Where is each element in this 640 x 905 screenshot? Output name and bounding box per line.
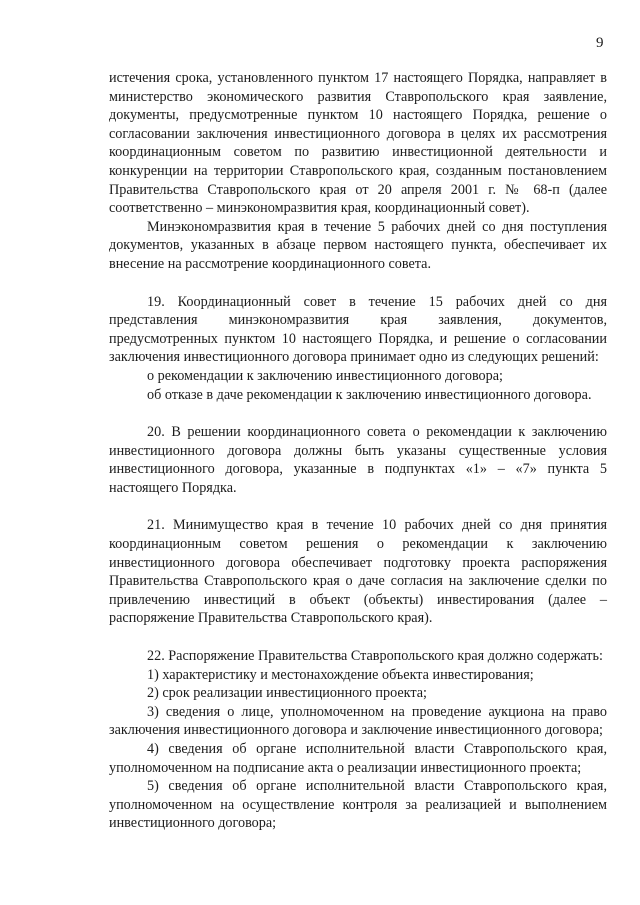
paragraph-item-19: 19. Координационный совет в течение 15 рабочих дней со дня представления минэкономразвития края заявления, документов, предусмотренных пунктом 10 настоящего Порядка, и решение о согласовании заключения инвестиционного договора принимает одно из следующих решений: <box>109 293 607 366</box>
paragraph-option: об отказе в даче рекомендации к заключению инвестиционного договора. <box>147 386 592 403</box>
list-item: 1) характеристику и местонахождение объекта инвестирования; <box>147 666 534 683</box>
document-body <box>109 69 607 833</box>
paragraph: Минэкономразвития края в течение 5 рабочих дней со дня поступления документов, указанных в абзаце первом настоящего пункта, обеспечивает их внесение на рассмотрение координационного совета. <box>109 218 607 272</box>
paragraph-continuation: истечения срока, установленного пунктом 17 настоящего Порядка, направляет в министерство экономического развития Ставропольского края заявление, документы, предусмотренные пунктом 10 настоящего Порядка, решение о согласовании заключения инвестиционного договора в целях их рассмотрения координационным советом по развитию инвестиционной деятельности и конкуренции на территории Ставропольского края, созданным постановлением Правительства Ставропольского края от 20 апреля 2001 г. № 68-п (далее соответственно – минэкономразвития края, координационный совет). <box>109 70 607 217</box>
list-item: 3) сведения о лице, уполномоченном на проведение аукциона на право заключения инвестиционного договора и заключение инвестиционного договора; <box>109 703 607 739</box>
paragraph-item-22: 22. Распоряжение Правительства Ставропольского края должно содержать: <box>147 648 603 665</box>
paragraph-item-20: 20. В решении координационного совета о рекомендации к заключению инвестиционного договора должны быть указаны существенные условия инвестиционного договора, указанные в подпунктах «1» – «7» пункта 5 настоящего Порядка. <box>109 424 607 496</box>
paragraph-item-21: 21. Минимущество края в течение 10 рабочих дней со дня принятия координационным советом решения о рекомендации к заключению инвестиционного договора обеспечивает подготовку проекта распоряжения Правительства Ставропольского края о даче согласия на заключение сделки по привлечению инвестиций в объект (объекты) инвестирования (далее – распоряжение Правительства Ставропольского края). <box>109 517 607 627</box>
page-number: 9 <box>596 35 604 51</box>
list-item: 4) сведения об органе исполнительной власти Ставропольского края, уполномоченном на подписание акта о реализации инвестиционного проекта; <box>109 741 607 776</box>
list-item: 5) сведения об органе исполнительной власти Ставропольского края, уполномоченном на осуществление контроля за реализацией и выполнением инвестиционного договора; <box>109 778 607 832</box>
paragraph-option: о рекомендации к заключению инвестиционного договора; <box>147 367 503 384</box>
list-item: 2) срок реализации инвестиционного проекта; <box>147 685 427 702</box>
